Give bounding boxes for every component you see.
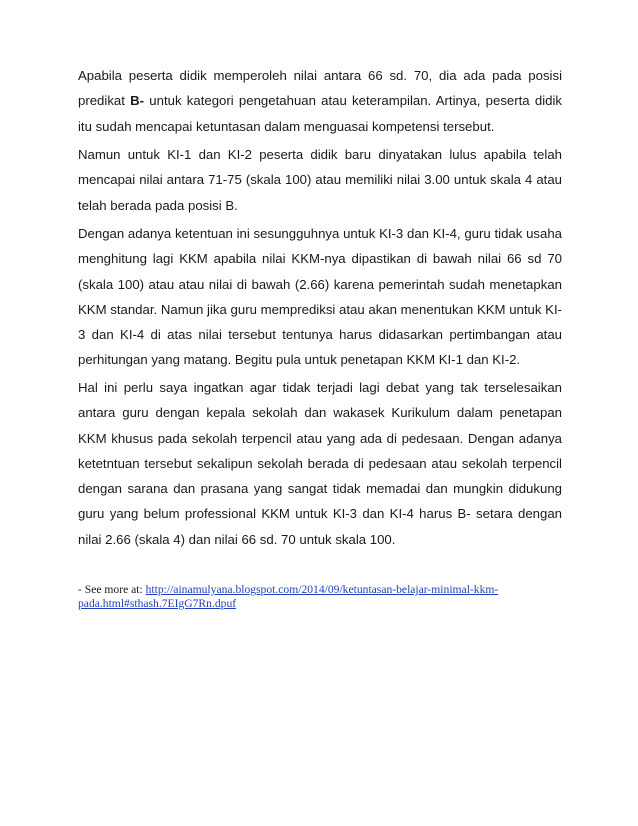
paragraph-ki1-ki2: Namun untuk KI-1 dan KI-2 peserta didik baru dinyatakan lulus apabila telah mencapai nilai antara 71-75 (skala 100) atau memiliki nilai 3.00 untuk skala 4 atau telah berada pada posisi B.	[78, 147, 562, 213]
source-citation	[78, 583, 562, 611]
paragraph-ki3-ki4-kkm: Dengan adanya ketentuan ini sesungguhnya untuk KI-3 dan KI-4, guru tidak usaha menghitung lagi KKM apabila nilai KKM-nya dipastikan di bawah nilai 66 sd 70 (skala 100) atau atau nilai di bawah (2.66) karena pemerintah sudah menetapkan KKM standar. Namun jika guru memprediksi atau akan menentukan KKM untuk KI-3 dan KI-4 di atas nilai tersebut tentunya harus didasarkan pertimbangan atau perhitungan yang matang. Begitu pula untuk penetapan KKM KI-1 dan KI-2.	[78, 226, 562, 368]
bold-grade-b-minus: B-	[130, 93, 145, 109]
paragraph-debate-note: Hal ini perlu saya ingatkan agar tidak terjadi lagi debat yang tak terselesaikan antara guru dengan kepala sekolah dan wakasek Kurikulum dalam penetapan KKM khusus pada sekolah terpencil atau yang ada di pedesaan. Dengan adanya ketetntuan tersebut sekalipun sekolah berada di pedesaan atau sekolah terpencil dengan sarana dan prasana yang sangat tidak memadai dan mungkin didukung guru yang belum professional KKM untuk KI-3 dan KI-4 harus B- setara dengan nilai 2.66 (skala 4) dan nilai 66 sd. 70 untuk skala 100.	[78, 380, 562, 547]
source-prefix: - See more at:	[78, 583, 146, 596]
paragraph-predikat-b-minus	[78, 63, 562, 139]
source-link[interactable]: http://ainamulyana.blogspot.com/2014/09/ketuntasan-belajar-minimal-kkm- pada.html#sthash.7EIgG7Rn.dpuf	[78, 583, 499, 610]
paragraph-text: Apabila peserta didik memperoleh nilai antara 66 sd. 70, dia ada pada posisi predikat	[78, 68, 562, 109]
paragraph-text: untuk kategori pengetahuan atau keterampilan. Artinya, peserta didik itu sudah mencapai ketuntasan dalam menguasai kompetensi tersebut.	[78, 93, 562, 134]
